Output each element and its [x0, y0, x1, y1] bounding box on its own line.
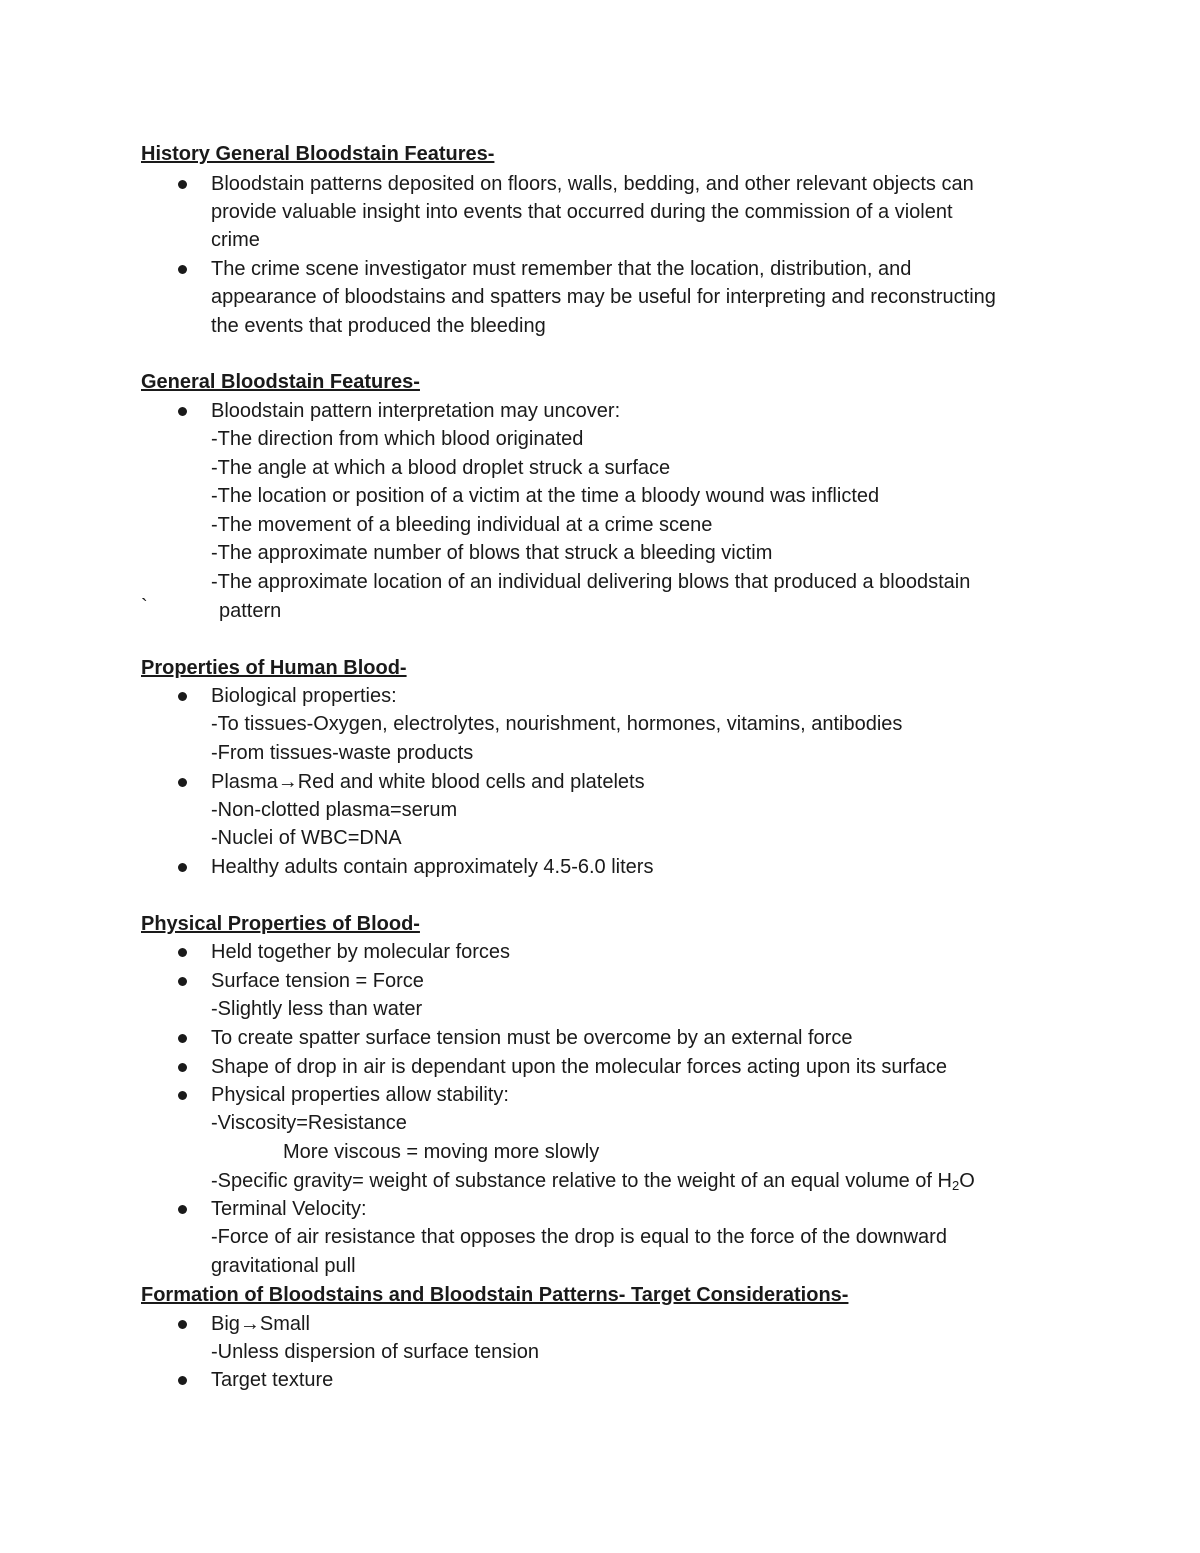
list-item: Shape of drop in air is dependant upon the molecular forces acting upon its surface	[211, 1056, 948, 1078]
list-item-continuation: crime	[211, 229, 260, 251]
sub-item: -Non-clotted plasma=serum	[211, 799, 458, 821]
sub-item-continuation: gravitational pull	[211, 1255, 356, 1277]
bullet-icon	[178, 407, 187, 416]
sub-item-continuation: pattern	[219, 600, 282, 622]
sub-item: -Viscosity=Resistance	[211, 1112, 407, 1134]
heading-properties-of-human-blood: Properties of Human Blood-	[141, 657, 407, 679]
list-item: Terminal Velocity:	[211, 1198, 367, 1220]
sub-item: -Nuclei of WBC=DNA	[211, 827, 402, 849]
list-item-continuation: provide valuable insight into events that occurred during the commission of a violent	[211, 201, 953, 223]
bullet-icon	[178, 692, 187, 701]
bullet-icon	[178, 863, 187, 872]
bullet-icon	[178, 1063, 187, 1072]
list-item: The crime scene investigator must remember that the location, distribution, and	[211, 258, 912, 280]
sub-item: -The approximate location of an individual delivering blows that produced a bloodstain	[211, 571, 971, 593]
list-item: Plasma→Red and white blood cells and platelets	[211, 771, 645, 793]
bullet-icon	[178, 1034, 187, 1043]
list-item: Big→Small	[211, 1313, 310, 1335]
stray-backtick: `	[141, 596, 148, 618]
sub-item: -From tissues-waste products	[211, 742, 474, 764]
list-item: Physical properties allow stability:	[211, 1084, 509, 1106]
bullet-icon	[178, 778, 187, 787]
list-item: To create spatter surface tension must be overcome by an external force	[211, 1027, 853, 1049]
specific-gravity-text: -Specific gravity= weight of substance relative to the weight of an equal volume of H	[211, 1170, 952, 1192]
list-item-continuation: appearance of bloodstains and spatters may be useful for interpreting and reconstructing	[211, 286, 996, 308]
list-item: Surface tension = Force	[211, 970, 424, 992]
bullet-icon	[178, 180, 187, 189]
list-item: Target texture	[211, 1369, 334, 1391]
sub-item: -The location or position of a victim at the time a bloody wound was inflicted	[211, 485, 880, 507]
list-item: Held together by molecular forces	[211, 941, 511, 963]
sub-item: -The approximate number of blows that struck a bleeding victim	[211, 542, 773, 564]
heading-general-bloodstain-features: General Bloodstain Features-	[141, 371, 420, 393]
list-item-continuation: the events that produced the bleeding	[211, 315, 546, 337]
bullet-icon	[178, 1320, 187, 1329]
sub-item: -Slightly less than water	[211, 998, 423, 1020]
sub-sub-item: More viscous = moving more slowly	[283, 1141, 600, 1163]
bullet-icon	[178, 1205, 187, 1214]
list-item: Healthy adults contain approximately 4.5-6.0 liters	[211, 856, 654, 878]
bullet-icon	[178, 948, 187, 957]
sub-item: -The movement of a bleeding individual at a crime scene	[211, 514, 713, 536]
sub-item: -Unless dispersion of surface tension	[211, 1341, 539, 1363]
bullet-icon	[178, 977, 187, 986]
bullet-icon	[178, 1376, 187, 1385]
sub-item: -The angle at which a blood droplet struck a surface	[211, 457, 671, 479]
oxygen-symbol: O	[959, 1170, 975, 1192]
bullet-icon	[178, 1091, 187, 1100]
bullet-icon	[178, 265, 187, 274]
heading-formation-of-bloodstains: Formation of Bloodstains and Bloodstain Patterns- Target Considerations-	[141, 1284, 849, 1306]
list-item: Bloodstain pattern interpretation may uncover:	[211, 400, 621, 422]
heading-physical-properties-of-blood: Physical Properties of Blood-	[141, 913, 420, 935]
subscript-two: 2	[951, 1178, 960, 1193]
sub-item-specific-gravity	[211, 1167, 975, 1195]
sub-item: -The direction from which blood originated	[211, 428, 584, 450]
list-item: Biological properties:	[211, 685, 397, 707]
list-item: Bloodstain patterns deposited on floors, walls, bedding, and other relevant objects can	[211, 173, 974, 195]
sub-item: -Force of air resistance that opposes the drop is equal to the force of the downward	[211, 1226, 947, 1248]
heading-history-general-bloodstain-features: History General Bloodstain Features-	[141, 143, 495, 165]
sub-item: -To tissues-Oxygen, electrolytes, nourishment, hormones, vitamins, antibodies	[211, 713, 903, 735]
